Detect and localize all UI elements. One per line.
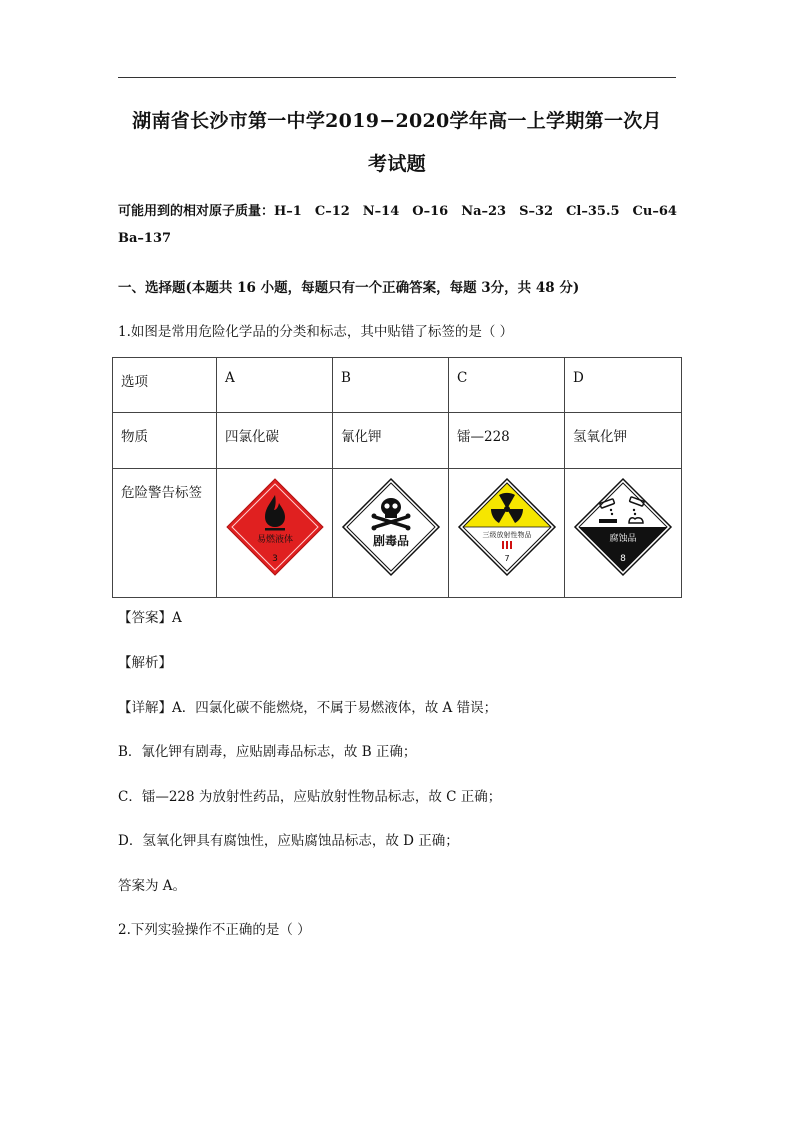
atomic-mass-line2: Ba–137 [118, 231, 172, 246]
atomic-mass-item: Cl–35.5 [566, 204, 620, 219]
radioactive-sign [457, 477, 556, 577]
question-2-stem: 2.下列实验操作不正确的是（ ） [118, 922, 311, 938]
option-b: B [333, 358, 449, 413]
sign-cell-a [217, 469, 333, 598]
substance-a: 四氯化碳 [217, 413, 333, 469]
table-row [113, 413, 682, 469]
row-header-label: 危险警告标签 [113, 469, 217, 598]
sign-cell-b [333, 469, 449, 598]
toxic-sign [341, 477, 440, 577]
substance-b: 氰化钾 [333, 413, 449, 469]
atomic-mass-item: H–1 [274, 204, 302, 219]
table-row [113, 469, 682, 598]
atomic-mass-item: S–32 [519, 204, 554, 219]
corrosive-sign [573, 477, 673, 577]
bars-icon [502, 541, 512, 549]
flammable-liquid-sign [225, 477, 324, 577]
detail-d: D．氢氧化钾具有腐蚀性，应贴腐蚀品标志，故 D 正确； [118, 833, 459, 849]
option-a: A [217, 358, 333, 413]
sign-text-d: 腐蚀品 [609, 534, 637, 544]
detail-a: 【详解】A．四氯化碳不能燃烧，不属于易燃液体，故 A 错误； [118, 700, 498, 716]
hazard-label-table [112, 357, 682, 598]
detail-c: C．镭—228 为放射性药品，应贴放射性物品标志，故 C 正确； [118, 789, 502, 805]
sign-text-a: 易燃液体 [256, 535, 294, 545]
atomic-mass-item: O–16 [412, 204, 449, 219]
final-answer: 答案为 A。 [118, 878, 187, 894]
sign-cell-c [449, 469, 565, 598]
detail-b: B．氰化钾有剧毒，应贴剧毒品标志，故 B 正确； [118, 744, 417, 760]
analysis-label: 【解析】 [118, 655, 172, 671]
sign-cell-d [565, 469, 682, 598]
header-rule [118, 77, 676, 78]
sign-text-c: 三级放射性物品 [482, 531, 532, 539]
atomic-mass-label: 可能用到的相对原子质量： [118, 204, 275, 219]
option-c: C [449, 358, 565, 413]
page-title-line1: 湖南省长沙市第一中学2019−2020学年高一上学期第一次月 [132, 110, 662, 132]
substance-d: 氢氧化钾 [565, 413, 682, 469]
substance-c: 镭—228 [449, 413, 565, 469]
answer-line: 【答案】A [118, 610, 182, 626]
sign-number-a: 3 [272, 554, 278, 564]
table-row [113, 358, 682, 413]
page-title-line2: 考试题 [368, 153, 426, 175]
atomic-mass-item: N–14 [362, 204, 400, 219]
row-header-option: 选项 [113, 358, 217, 413]
atomic-mass-item: Cu–64 [632, 204, 677, 219]
sign-number-d: 8 [620, 554, 626, 564]
atomic-mass-item: Na–23 [461, 204, 507, 219]
atomic-mass-line1 [118, 200, 677, 219]
section-heading: 一、选择题(本题共 16 小题，每题只有一个正确答案，每题 3分，共 48 分) [118, 280, 580, 296]
question-1-stem: 1.如图是常用危险化学品的分类和标志，其中贴错了标签的是（ ） [118, 324, 514, 340]
option-d: D [565, 358, 682, 413]
sign-text-b: 剧毒品 [372, 534, 410, 548]
sign-number-c: 7 [504, 554, 510, 563]
atomic-mass-item: C–12 [314, 204, 350, 219]
row-header-substance: 物质 [113, 413, 217, 469]
